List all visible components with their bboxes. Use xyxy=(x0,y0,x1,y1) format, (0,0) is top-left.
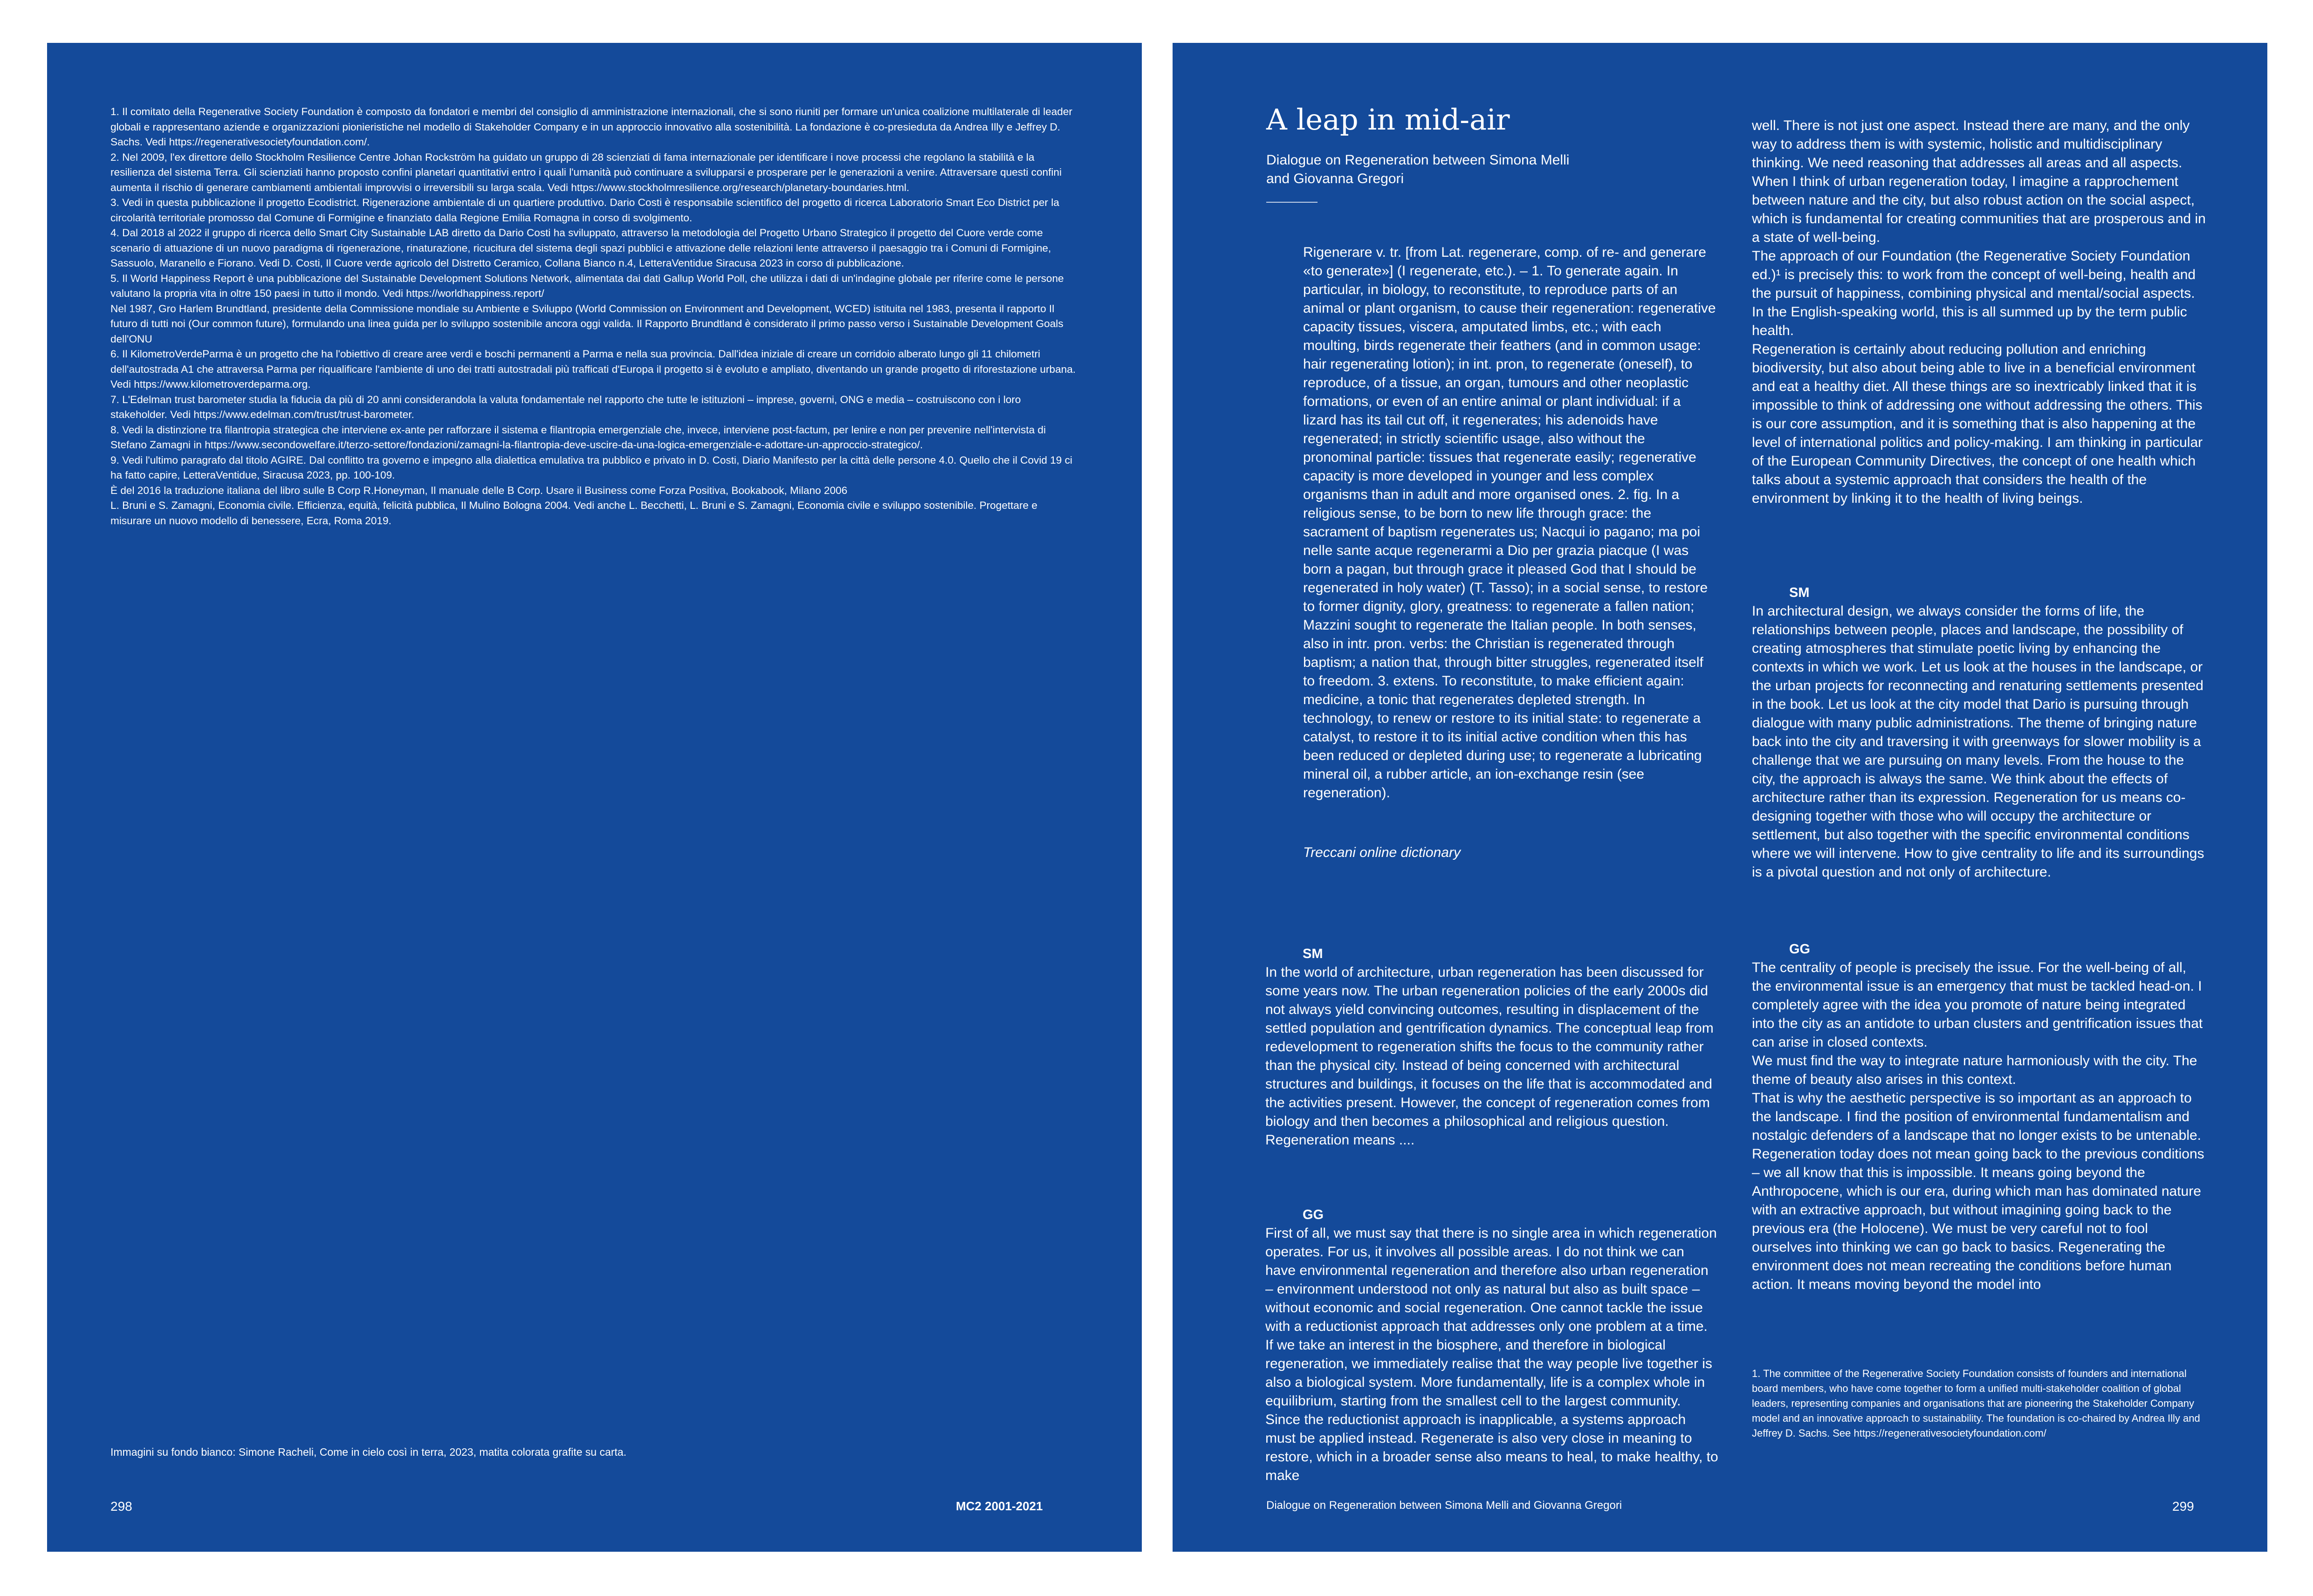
image-caption: Immagini su fondo bianco: Simone Racheli, Come in cielo così in terra, 2023, matita colorata grafite su carta. xyxy=(110,1446,627,1458)
footnote: È del 2016 la traduzione italiana del libro sulle B Corp R.Honeyman, Il manuale delle B Corp. Usare il Business come Forza Positiva, Bookabook, Milano 2006 xyxy=(110,484,848,496)
page-number-left: 298 xyxy=(110,1499,132,1514)
footnote: 4. Dal 2018 al 2022 il gruppo di ricerca dello Smart City Sustainable LAB diretto da Dario Costi ha sviluppato, attraverso la metodologia del Progetto Urbano Strategico il progetto del Cuore verde come scenario di attuazione di un nuovo paradigma di rigenerazione, rinaturazione, ricucitura del sistema degli spazi pubblici e attivazione delle relazioni lente attraverso il paesaggio tra i Comuni di Formigine, Sassuolo, Maranello e Fiorano. Vedi D. Costi, Il Cuore verde agricolo del Distretto Ceramico, Collana Bianco n.4, LetteraVentidue Siracusa 2023 in corso di pubblicazione. xyxy=(110,227,1051,269)
footnotes-list xyxy=(110,104,1080,528)
definition-source: Treccani online dictionary xyxy=(1303,845,1461,860)
speaker-label: GG xyxy=(1789,942,1811,957)
dialogue-paragraph: well. There is not just one aspect. Instead there are many, and the only way to address them is with systemic, holistic and multidisciplinary thinking. We need reasoning that addresses all areas and all aspects. When I think of urban regeneration today, I imagine a rapprochement between nature and the city, but also robust action on the social aspect, which is fundamental for creating communities that are prosperous and in a state of well-being. xyxy=(1752,118,2206,245)
speaker-label: GG xyxy=(1303,1207,1324,1222)
left-page xyxy=(47,43,1142,1552)
definition-text: Rigenerare v. tr. [from Lat. regenerare, comp. of re- and generare «to generate»] (I regenerate, etc.). – 1. To generate again. In particular, in biology, to reconstitute, to reproduce parts of an animal or plant organism, to cause their regeneration: regenerative capacity tissues, viscera, amputated limbs, etc.; with each moulting, birds regenerate their feathers (and in common usage: hair regenerating lotion); in int. pron, to regenerate (oneself), to reproduce, of a tissue, an organ, tumours and other neoplastic formations, or even of an entire animal or plant individual: if a lizard has its tail cut off, it regenerates; his adenoids have regenerated; in strictly scientific usage, also without the pronominal particle: tissues that regenerate easily; regenerative capacity is more developed in younger and less complex organisms than in adult and more organised ones. 2. fig. In a religious sense, to be born to new life through grace: the sacrament of baptism regenerates us; Nacqui io pagano; ma poi nelle sante acque regenerarmi a Dio per grazia piacque (I was born a pagan, but through grace it pleased God that I should be regenerated in holy water) (T. Tasso); in a social sense, to restore to former dignity, glory, greatness: to regenerate a fallen nation; Mazzini sought to regenerate the Italian people. In both senses, also in intr. pron. verbs: the Christian is regenerated through baptism; a nation that, through bitter struggles, regenerated itself to freedom. 3. extens. To reconstitute, to make efficient again: medicine, a tonic that regenerates depleted strength. In technology, to renew or restore to its initial state: to regenerate a catalyst, to restore it to its initial active condition when this has been reduced or depleted during use; to regenerate a lubricating mineral oil, a rubber article, an ion-exchange resin (see regeneration). xyxy=(1303,245,1716,801)
speaker-label: SM xyxy=(1303,946,1323,961)
dialogue-sm-2 xyxy=(1752,583,2206,882)
running-footer: Dialogue on Regeneration between Simona Melli and Giovanna Gregori xyxy=(1266,1499,1622,1512)
footnote: Nel 1987, Gro Harlem Brundtland, presidente della Commissione mondiale su Ambiente e Sviluppo (World Commission on Environment and Development, WCED) istituita nel 1983, presenta il rapporto Il futuro di tutti noi (Our common future), formulando una linea guida per lo sviluppo sostenibile ancora oggi valida. Il Rapporto Brundtland è considerato il primo passo verso i Sustainable Development Goals dell'ONU xyxy=(110,302,1064,345)
dictionary-definition xyxy=(1303,243,1718,802)
article-subtitle: Dialogue on Regeneration between Simona Melli and Giovanna Gregori xyxy=(1266,152,1570,186)
footnote: 9. Vedi l'ultimo paragrafo dal titolo AGIRE. Dal conflitto tra governo e impegno alla dialettica emulativa tra pubblico e privato in D. Costi, Diario Manifesto per la città delle persone 4.0. Quello che il Covid 19 ci ha fatto capire, LetteraVentidue, Siracusa 2023, pp. 100-109. xyxy=(110,454,1072,481)
footnote: 6. Il KilometroVerdeParma è un progetto che ha l'obiettivo di creare aree verdi e boschi permanenti a Parma e nella sua provincia. Dall'idea iniziale di creare un corridoio alberato lungo gli 11 chilometri dell'autostrada A1 che attraversa Parma per riqualificare l'ambiente di uno dei tratti autostradali più trafficati d'Europa il progetto si è evoluto e ampliato, diventando un grande progetto di riforestazione urbana. Vedi https://www.kilometroverdeparma.org. xyxy=(110,348,1076,390)
right-page xyxy=(1173,43,2267,1552)
page-footnote: 1. The committee of the Regenerative Society Foundation consists of founders and international board members, who have come together to form a unified multi-stakeholder coalition of global leaders, representing companies and organisations that are pioneering the Stakeholder Company model and an innovative approach to sustainability. The foundation is co-chaired by Andrea Illy and Jeffrey D. Sachs. See https://regenerativesocietyfoundation.com/ xyxy=(1752,1368,2200,1439)
dialogue-paragraph: First of all, we must say that there is no single area in which regeneration operates. For us, it involves all possible areas. I do not think we can have environmental regeneration and therefore also urban regeneration – environment understood not only as natural but also as built space – without economic and social regeneration. One cannot tackle the issue with a reductionist approach that addresses only one problem at a time. If we take an interest in the biosphere, and therefore in biological regeneration, we immediately realise that the way people live together is also a biological system. More fundamentally, life is a complex whole in equilibrium, starting from the smallest cell to the largest community. Since the reductionist approach is inapplicable, a systems approach must be applied instead. Regenerate is also very close in meaning to restore, which in a broader sense also means to heal, to make healthy, to make xyxy=(1265,1226,1718,1483)
footnote: L. Bruni e S. Zamagni, Economia civile. Efficienza, equità, felicità pubblica, Il Mulino Bologna 2004. Vedi anche L. Becchetti, L. Bruni e S. Zamagni, Economia civile e sviluppo sostenibile. Progettare e misurare un nuovo modello di benessere, Ecra, Roma 2019. xyxy=(110,500,1037,527)
dialogue-paragraph: In architectural design, we always consider the forms of life, the relationships between people, places and landscape, the possibility of creating atmospheres that stimulate poetic living by enhancing the contexts in which we work. Let us look at the houses in the landscape, or the urban projects for reconnecting and renaturing settlements presented in the book. Let us look at the city model that Dario is pursuing through dialogue with many public administrations. The theme of bringing nature back into the city and traversing it with greenways for slower mobility is a challenge that we are pursuing on many levels. From the house to the city, the approach is always the same. We think about the effects of architecture rather than its expression. Regeneration for us means co-designing together with those who will occupy the architecture or settlement, but also together with the specific environmental conditions where we will intervene. How to give centrality to life and its surroundings is a pivotal question and not only of architecture. xyxy=(1752,603,2204,880)
footnote: 2. Nel 2009, l'ex direttore dello Stockholm Resilience Centre Johan Rockström ha guidato un gruppo di 28 scienziati di fama internazionale per identificare i nove processi che regolano la stabilità e la resilienza del sistema Terra. Gli scienziati hanno proposto confini planetari quantitativi entro i quali l'umanità può continuare a svilupparsi e prosperare per le generazioni a venire. Attraversare questi confini aumenta il rischio di generare cambiamenti ambientali improvvisi o irreversibili su larga scala. Vedi https://www.stockholmresilience.org/research/planetary-boundaries.html. xyxy=(110,151,1062,193)
footnote: 1. Il comitato della Regenerative Society Foundation è composto da fondatori e membri del consiglio di amministrazione internazionali, che si sono riuniti per formare un'unica coalizione multilaterale di leader globali e rappresentano aziende e organizzazioni pionieristiche nel modello di Stakeholder Company e in un approccio innovativo alla sostenibilità. La fondazione è co-presieduta da Andrea Illy e Jeffrey D. Sachs. Vedi https://regenerativesocietyfoundation.com/. xyxy=(110,106,1072,148)
footnote: 3. Vedi in questa pubblicazione il progetto Ecodistrict. Rigenerazione ambientale di un quartiere produttivo. Dario Costi è responsabile scientifico del progetto di ricerca Laboratorio Smart Eco District per la circolarità territoriale promosso dal Comune di Formigine e finanziato dalla Regione Emilia Romagna in corso di svolgimento. xyxy=(110,197,1059,224)
dialogue-paragraph: Regeneration is certainly about reducing pollution and enriching biodiversity, but also about being able to live in a beneficial environment and eat a healthy diet. All these things are so inextricably linked that it is impossible to think of addressing one without addressing the others. This is our core assumption, and it is something that is also happening at the level of international politics and policy-making. I am thinking in particular of the European Community Directives, the concept of one health which talks about a systemic approach that considers the health of the environment by linking it to the health of living beings. xyxy=(1752,342,2203,506)
footnote: 8. Vedi la distinzione tra filantropia strategica che interviene ex-ante per rafforzare il sistema e filantropia emergenziale che, invece, interviene post-factum, per lenire e non per prevenire nell'intervista di Stefano Zamagni in https://www.secondowelfare.it/terzo-settore/fondazioni/zamagni-la-filantropia-deve-uscire-da-una-logica-emergenziale-e-adottare-un-approccio-strategico/. xyxy=(110,424,1046,451)
page-number-right: 299 xyxy=(2172,1499,2194,1514)
footnote: 7. L'Edelman trust barometer studia la fiducia da più di 20 anni considerandola la valuta fondamentale nel rapporto che tutte le istituzioni – imprese, governi, ONG e media – costruiscono con i loro stakeholder. Vedi https://www.edelman.com/trust/trust-barometer. xyxy=(110,393,1021,420)
dialogue-paragraph: In the world of architecture, urban regeneration has been discussed for some years now. The urban regeneration policies of the early 2000s did not always yield convincing outcomes, resulting in displacement of the settled population and gentrification dynamics. The conceptual leap from redevelopment to regeneration shifts the focus to the community rather than the physical city. Instead of being concerned with architectural structures and buildings, it focuses on the life that is accommodated and the activities present. However, the concept of regeneration comes from biology and then becomes a philosophical and religious question. Regeneration means .... xyxy=(1265,965,1714,1148)
dialogue-gg-2 xyxy=(1752,940,2206,1294)
speaker-label: SM xyxy=(1789,585,1810,600)
dialogue-gg-1-continued xyxy=(1752,116,2206,508)
dialogue-sm-1 xyxy=(1265,945,1718,1150)
footnote: 5. Il World Happiness Report è una pubblicazione del Sustainable Development Solutions Network, alimentata dai dati Gallup World Poll, che utilizza i dati di un'indagine globale per riferire come le persone valutano la propria vita in oltre 150 paesi in tutto il mondo. Vedi https://worldhappiness.report/ xyxy=(110,272,1064,299)
dialogue-paragraph: The approach of our Foundation (the Regenerative Society Foundation ed.)¹ is precisely this: to work from the concept of well-being, health and the pursuit of happiness, combining physical and mental/social aspects. In the English-speaking world, this is all summed up by the term public health. xyxy=(1752,248,2196,338)
dialogue-gg-1 xyxy=(1265,1206,1718,1485)
dialogue-paragraph: We must find the way to integrate nature harmoniously with the city. The theme of beauty also arises in this context. xyxy=(1752,1053,2197,1087)
dialogue-paragraph: The centrality of people is precisely the issue. For the well-being of all, the environmental issue is an emergency that must be tackled head-on. I completely agree with the idea you promote of nature being integrated into the city as an antidote to urban clusters and gentrification issues that can arise in closed contexts. xyxy=(1752,960,2203,1050)
running-title: MC2 2001-2021 xyxy=(956,1499,1043,1513)
article-title: A leap in mid-air xyxy=(1266,103,1510,137)
title-divider xyxy=(1266,202,1318,203)
dialogue-paragraph: That is why the aesthetic perspective is so important as an approach to the landscape. I find the position of environmental fundamentalism and nostalgic defenders of a landscape that no longer exists to be untenable. Regeneration today does not mean going back to the previous conditions – we all know that this is impossible. It means going beyond the Anthropocene, which is our era, during which man has dominated nature with an extractive approach, but without imagining going back to the previous era (the Holocene). We must be very careful not to fool ourselves into thinking we can go back to basics. Regenerating the environment does not mean recreating the conditions before human action. It means moving beyond the model into xyxy=(1752,1090,2204,1292)
